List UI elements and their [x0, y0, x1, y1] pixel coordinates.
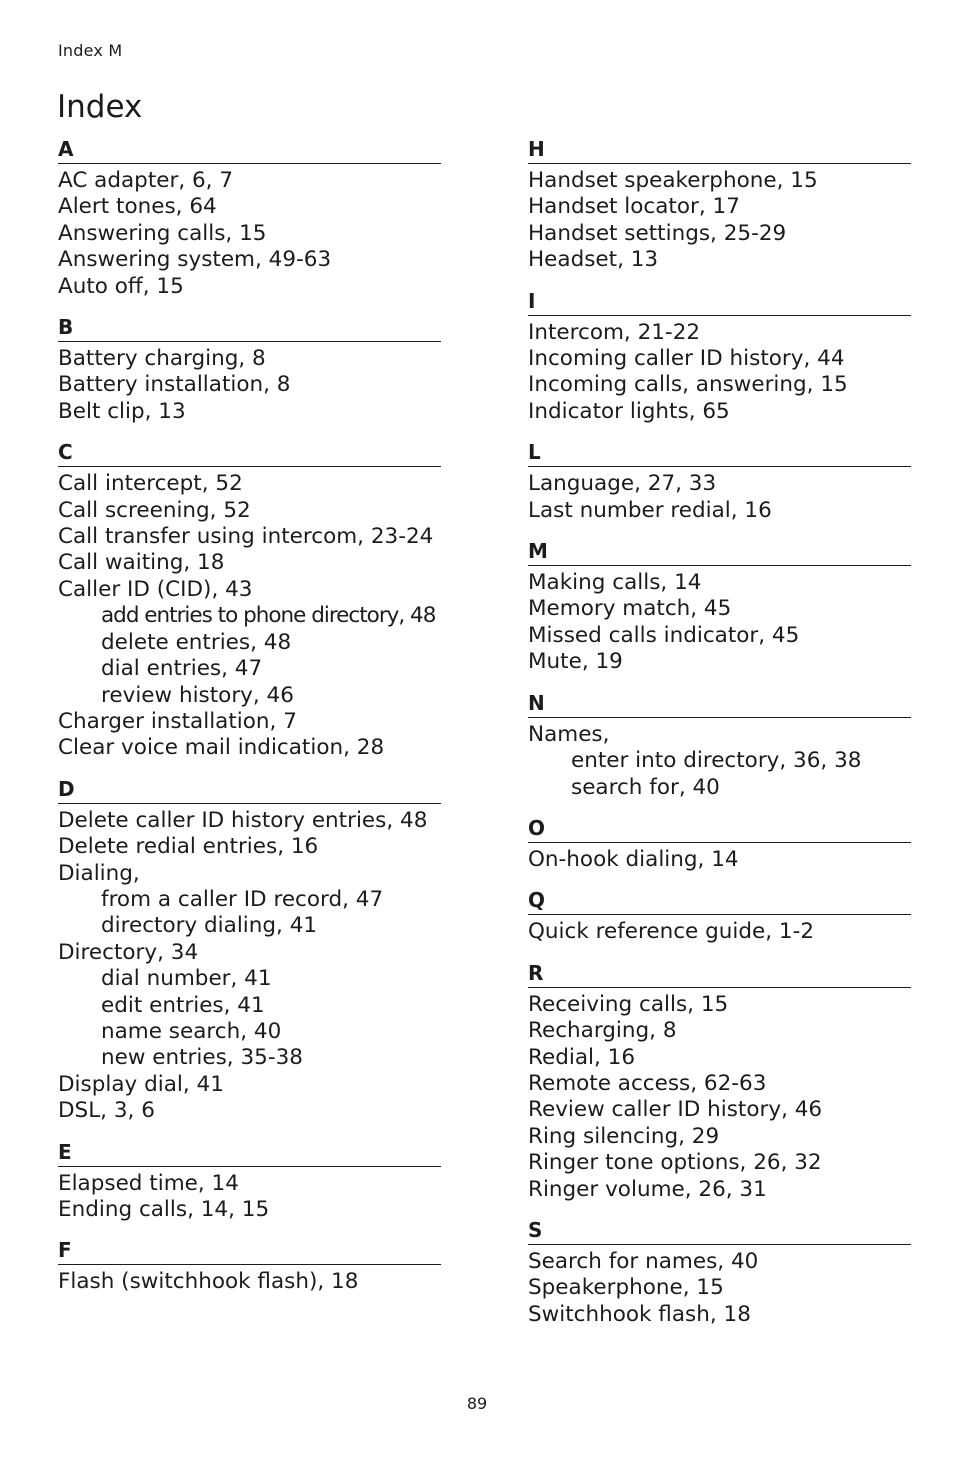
index-subentry: delete entries, 48 [101, 629, 292, 655]
index-entry: Clear voice mail indication, 28 [58, 735, 385, 761]
index-entry: Display dial, 41 [58, 1071, 224, 1097]
index-entry: Call intercept, 52 [58, 471, 243, 497]
index-entry: Speakerphone, 15 [528, 1275, 724, 1301]
index-entry: Incoming caller ID history, 44 [528, 346, 845, 372]
index-entry: AC adapter, 6, 7 [58, 168, 234, 193]
index-entry: Answering system, 49-63 [58, 247, 332, 273]
index-entry: Headset, 13 [528, 247, 659, 273]
index-entry: Battery charging, 8 [58, 346, 266, 372]
index-entry: Dialing, [58, 860, 140, 886]
index-entry: Ringer tone options, 26, 32 [528, 1150, 822, 1176]
index-section-q [528, 887, 911, 945]
index-subentry: enter into directory, 36, 38 [571, 748, 862, 774]
index-section-n [528, 690, 911, 801]
index-section-h [528, 136, 911, 274]
index-entry: Review caller ID history, 46 [528, 1097, 823, 1123]
index-entry: Ring silencing, 29 [528, 1123, 720, 1149]
index-subentry: directory dialing, 41 [101, 913, 318, 939]
section-letter: N [528, 690, 911, 718]
index-entry: Auto off, 15 [58, 273, 184, 299]
section-letter: S [528, 1217, 911, 1245]
index-subentry: dial number, 41 [101, 966, 272, 992]
index-section-e [58, 1139, 441, 1224]
index-section-m [528, 538, 911, 676]
section-letter: R [528, 960, 911, 988]
running-head: Index M [58, 41, 123, 60]
index-entry: Switchhook flash, 18 [528, 1301, 751, 1327]
index-entry: Search for names, 40 [528, 1248, 759, 1274]
index-entry: Directory, 34 [58, 939, 199, 965]
index-subentry: dial entries, 47 [101, 656, 263, 682]
index-entry: Indicator lights, 65 [528, 398, 730, 424]
index-entry: Call transfer using intercom, 23-24 [58, 524, 434, 550]
page-number: 89 [466, 1394, 488, 1413]
index-entry: Missed calls indicator, 45 [528, 622, 800, 648]
section-letter: O [528, 815, 911, 843]
section-letter: E [58, 1139, 441, 1167]
section-letter: C [58, 439, 441, 467]
section-letter: M [528, 538, 911, 566]
index-subentry: add entries to phone directory, 48 [101, 603, 436, 629]
index-entry: Ending calls, 14, 15 [58, 1197, 270, 1222]
index-section-c [58, 439, 441, 761]
section-letter: H [528, 136, 911, 164]
index-entry: Caller ID (CID), 43 [58, 576, 253, 602]
index-column-right [528, 136, 911, 1342]
section-letter: A [58, 136, 441, 164]
index-section-d [58, 776, 441, 1125]
index-entry: DSL, 3, 6 [58, 1098, 155, 1124]
index-column-left [58, 136, 441, 1310]
index-entry: Incoming calls, answering, 15 [528, 372, 848, 398]
index-entry: Names, [528, 721, 610, 747]
index-entry: Language, 27, 33 [528, 471, 717, 497]
index-entry: Delete caller ID history entries, 48 [58, 807, 428, 833]
index-subentry: search for, 40 [571, 774, 720, 800]
index-entry: Receiving calls, 15 [528, 991, 729, 1017]
index-entry: Intercom, 21-22 [528, 319, 701, 345]
index-entry: Last number redial, 16 [528, 497, 772, 523]
section-letter: Q [528, 887, 911, 915]
index-section-r [528, 960, 911, 1203]
section-letter: I [528, 288, 911, 316]
index-subentry: new entries, 35-38 [101, 1045, 303, 1071]
section-letter: D [58, 776, 441, 804]
index-section-b [58, 314, 441, 425]
index-entry: Belt clip, 13 [58, 398, 186, 424]
index-entry: Call screening, 52 [58, 497, 251, 523]
index-section-a [58, 136, 441, 300]
index-entry: Recharging, 8 [528, 1018, 677, 1044]
index-entry: Memory match, 45 [528, 596, 732, 622]
index-entry: Elapsed time, 14 [58, 1170, 239, 1196]
index-entry: Making calls, 14 [528, 570, 702, 596]
index-section-f [58, 1237, 441, 1295]
index-entry: Mute, 19 [528, 649, 623, 675]
index-section-o [528, 815, 911, 873]
section-letter: B [58, 314, 441, 342]
index-entry: Answering calls, 15 [58, 220, 267, 246]
index-subentry: review history, 46 [101, 682, 294, 708]
index-entry: Remote access, 62-63 [528, 1070, 767, 1096]
index-section-i [528, 288, 911, 426]
page-title: Index [57, 89, 143, 125]
index-section-s [528, 1217, 911, 1328]
index-subentry: edit entries, 41 [101, 992, 265, 1018]
index-entry: Call waiting, 18 [58, 550, 225, 576]
index-entry: Charger installation, 7 [58, 708, 297, 734]
index-entry: Flash (switchhook flash), 18 [58, 1269, 359, 1295]
index-subentry: from a caller ID record, 47 [101, 886, 384, 912]
index-section-l [528, 439, 911, 524]
index-entry: Ringer volume, 26, 31 [528, 1176, 767, 1202]
index-entry: On-hook dialing, 14 [528, 846, 739, 872]
index-entry: Handset speakerphone, 15 [528, 168, 818, 193]
index-entry: Delete redial entries, 16 [58, 834, 319, 860]
index-entry: Battery installation, 8 [58, 372, 291, 398]
index-entry: Handset locator, 17 [528, 194, 740, 220]
index-entry: Alert tones, 64 [58, 194, 217, 220]
index-entry: Handset settings, 25-29 [528, 220, 787, 246]
section-letter: L [528, 439, 911, 467]
index-subentry: name search, 40 [101, 1018, 282, 1044]
section-letter: F [58, 1237, 441, 1265]
index-entry: Redial, 16 [528, 1044, 635, 1070]
index-entry: Quick reference guide, 1-2 [528, 919, 815, 945]
